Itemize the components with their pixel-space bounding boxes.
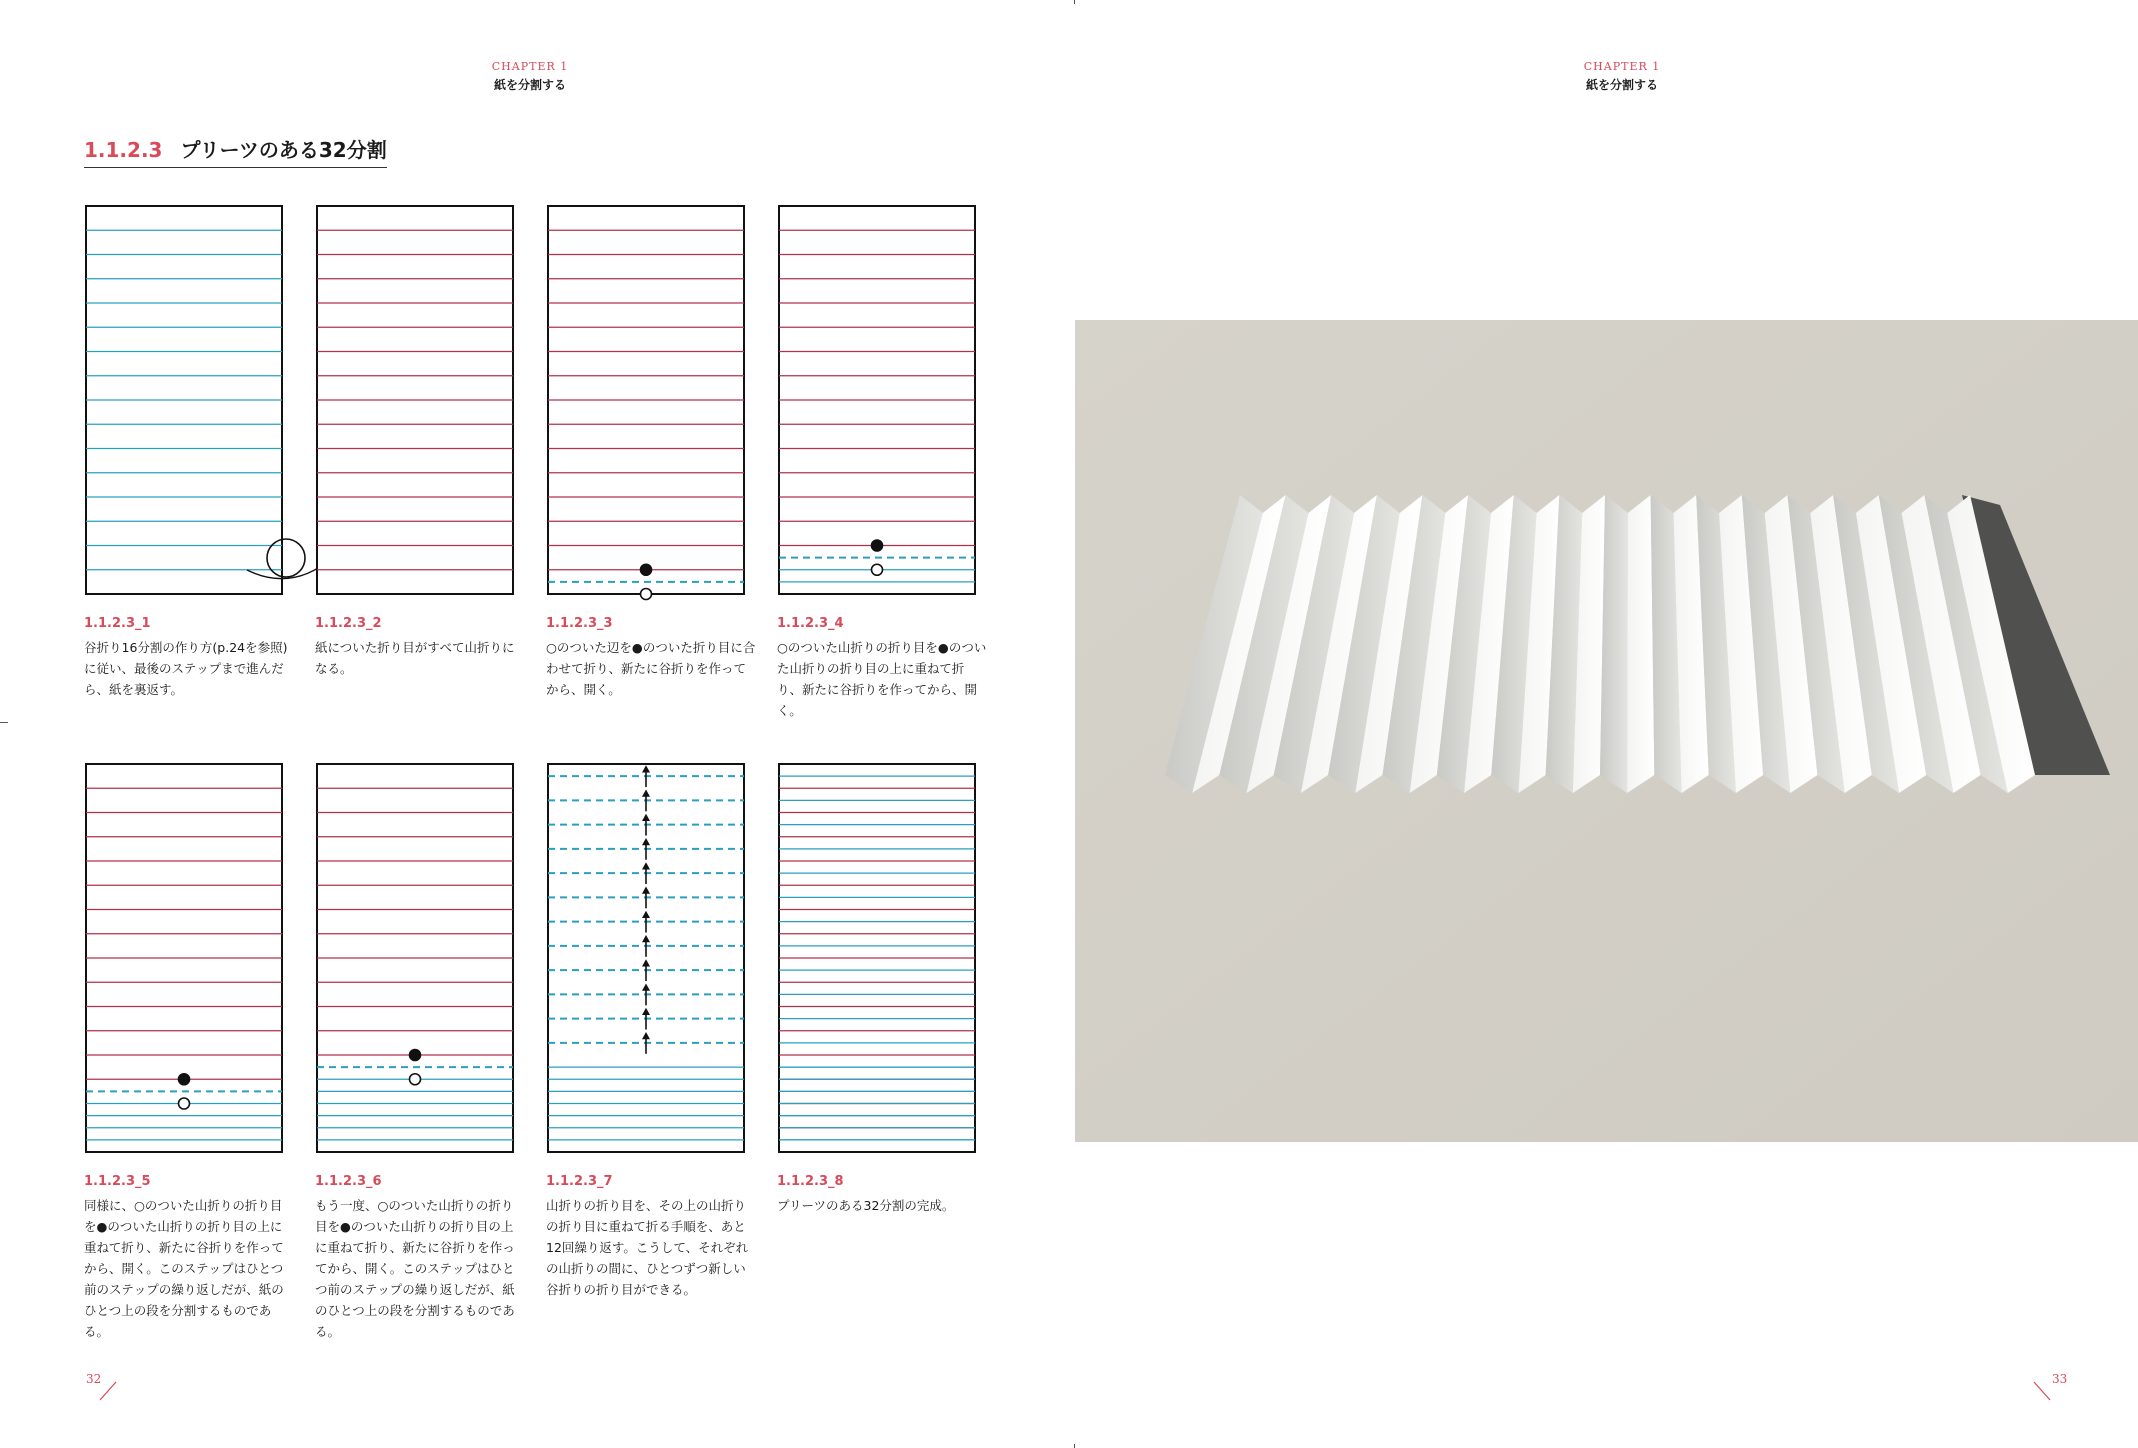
step-8 xyxy=(777,762,987,1216)
step-description: ○のついた山折りの折り目を●のついた山折りの折り目の上に重ねて折り、新たに谷折りを作ってから、開く。 xyxy=(777,640,987,718)
step-2 xyxy=(315,204,525,679)
step-description: もう一度、○のついた山折りの折り目を●のついた山折りの折り目の上に重ねて折り、新たに谷折りを作ってから、開く。このステップはひとつ前のステップの繰り返しだが、紙のひとつ上の段を分割するものである。 xyxy=(315,1198,515,1339)
step-description: プリーツのある32分割の完成。 xyxy=(777,1198,955,1213)
trim-mark xyxy=(0,722,8,723)
step-label: 1.1.2.3_4 xyxy=(777,616,844,631)
pleated-paper-photo xyxy=(1075,320,2138,1142)
target-dot-filled xyxy=(872,540,883,551)
diagram-step-7 xyxy=(546,762,746,1154)
page-number-left: 32 xyxy=(86,1372,102,1386)
chapter-subtitle: 紙を分割する xyxy=(1585,78,1658,92)
step-label: 1.1.2.3_7 xyxy=(546,1174,613,1189)
diagram-step-5 xyxy=(84,762,284,1154)
target-dot-filled xyxy=(641,564,652,575)
diagram-step-1 xyxy=(84,204,284,596)
section-heading: プリーツのある32分割 xyxy=(180,138,387,162)
chapter-label: CHAPTER 1 xyxy=(1583,60,1661,73)
step-label: 1.1.2.3_6 xyxy=(315,1174,382,1189)
step-label: 1.1.2.3_3 xyxy=(546,616,613,631)
diagram-step-8 xyxy=(777,762,977,1154)
diagram-step-2 xyxy=(315,204,515,596)
source-dot-open xyxy=(410,1074,421,1085)
step-description: 山折りの折り目を、その上の山折りの折り目に重ねて折る手順を、あと12回繰り返す。こうして、それぞれの山折りの間に、ひとつずつ新しい谷折りの折り目ができる。 xyxy=(546,1198,749,1297)
step-description: 紙についた折り目がすべて山折りになる。 xyxy=(315,640,515,676)
step-label: 1.1.2.3_5 xyxy=(84,1174,151,1189)
page-number-slash-left xyxy=(98,1378,118,1402)
source-dot-open xyxy=(872,564,883,575)
target-dot-filled xyxy=(410,1050,421,1061)
step-label: 1.1.2.3_2 xyxy=(315,616,382,631)
step-4 xyxy=(777,204,987,721)
section-number: 1.1.2.3 xyxy=(84,138,163,162)
diagram-step-4 xyxy=(777,204,977,596)
target-dot-filled xyxy=(179,1074,190,1085)
source-dot-open xyxy=(641,589,652,600)
step-description: 谷折り16分割の作り方(p.24を参照)に従い、最後のステップまで進んだら、紙を裏返す。 xyxy=(84,640,288,697)
step-label: 1.1.2.3_1 xyxy=(84,616,151,631)
chapter-subtitle: 紙を分割する xyxy=(493,78,566,92)
section-title xyxy=(84,134,387,168)
diagram-step-6 xyxy=(315,762,515,1154)
pleat-face-lit xyxy=(1627,495,1654,793)
step-5 xyxy=(84,762,294,1342)
trim-mark xyxy=(1074,0,1075,4)
step-1 xyxy=(84,204,294,700)
step-3 xyxy=(546,204,756,700)
chapter-label: CHAPTER 1 xyxy=(491,60,569,73)
running-head-left xyxy=(380,60,680,93)
step-6 xyxy=(315,762,525,1342)
trim-mark xyxy=(1074,1444,1075,1448)
step-label: 1.1.2.3_8 xyxy=(777,1174,844,1189)
source-dot-open xyxy=(179,1098,190,1109)
step-description: ○のついた辺を●のついた折り目に合わせて折り、新たに谷折りを作ってから、開く。 xyxy=(546,640,756,697)
running-head-right xyxy=(1472,60,1772,93)
step-7 xyxy=(546,762,756,1300)
diagram-step-3 xyxy=(546,204,746,596)
step-description: 同様に、○のついた山折りの折り目を●のついた山折りの折り目の上に重ねて折り、新たに谷折りを作ってから、開く。このステップはひとつ前のステップの繰り返しだが、紙のひとつ上の段を分割するものである。 xyxy=(84,1198,284,1339)
page-number-slash-right xyxy=(2032,1378,2052,1402)
page-number-right: 33 xyxy=(2052,1372,2068,1386)
